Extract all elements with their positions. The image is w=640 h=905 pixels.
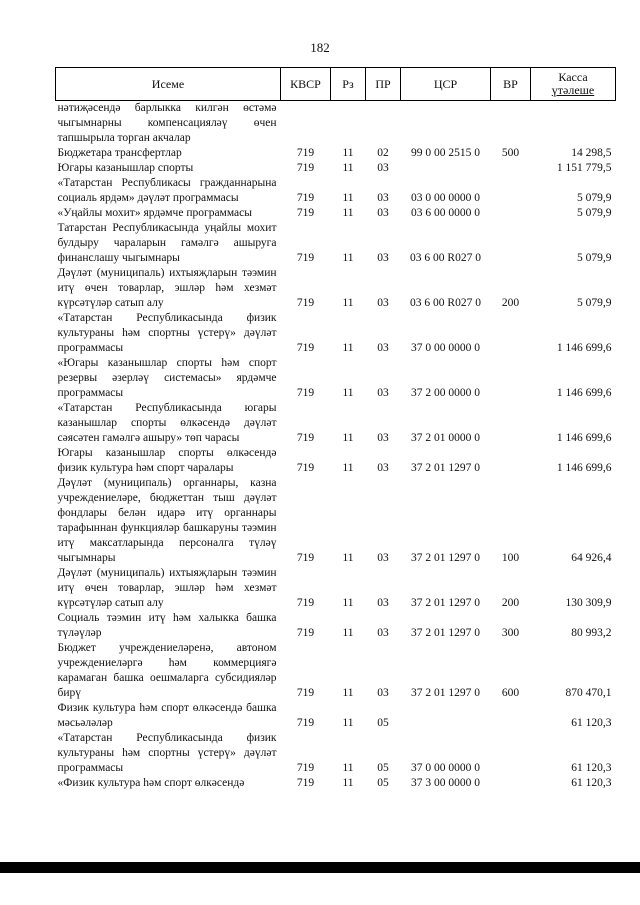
row-kvsr: 719 bbox=[296, 462, 315, 474]
row-kvsr: 719 bbox=[296, 432, 315, 444]
row-vr bbox=[491, 101, 531, 147]
row-amount: 130 309,9 bbox=[565, 597, 612, 609]
row-name: Дәүләт (муниципаль) ихтыяҗларын тәэмин итү өчен товарлар, эшләр һәм хезмәт күрсәтүләр сатып алу bbox=[57, 267, 277, 309]
row-name: Социаль тәэмин итү һәм халыкка башка түләүләр bbox=[57, 612, 277, 639]
row-pr: 03 bbox=[377, 462, 389, 474]
header-kassa-line2: үтәлеше bbox=[551, 83, 595, 97]
row-name: «Татарстан Республикасы гражданнарына социаль ярдәм» дәүләт программасы bbox=[57, 177, 277, 204]
header-name: Исеме bbox=[56, 68, 281, 101]
row-name: «Югары казанышлар спорты һәм спорт резервы әзерләү системасы» ярдәмче программасы bbox=[57, 357, 277, 399]
row-vr bbox=[491, 176, 531, 206]
row-vr: 100 bbox=[501, 552, 520, 564]
row-kvsr: 719 bbox=[296, 762, 315, 774]
row-name: Югары казанышлар спорты bbox=[57, 162, 194, 174]
row-amount: 1 146 699,6 bbox=[556, 462, 612, 474]
table-row bbox=[56, 476, 616, 566]
row-kvsr: 719 bbox=[296, 297, 315, 309]
row-amount: 5 079,9 bbox=[577, 207, 612, 219]
row-kvsr: 719 bbox=[296, 147, 315, 159]
row-csr: 37 2 01 1297 0 bbox=[411, 552, 480, 564]
row-vr: 200 bbox=[501, 597, 520, 609]
row-name: «Татарстан Республикасында физик культураны һәм спортны үстерү» дәүләт программасы bbox=[57, 732, 277, 774]
row-rz: 11 bbox=[342, 762, 354, 774]
row-amount: 64 926,4 bbox=[571, 552, 612, 564]
row-pr: 05 bbox=[377, 777, 389, 789]
row-name: Бюджет учреждениеләренә, автоном учреждениеләргә һәм коммерциягә карамаган башка оешмаларга субсидияләр бирү bbox=[57, 642, 277, 699]
row-name: Дәүләт (муниципаль) органнары, казна учреждениеләре, бюджеттан тыш дәүләт фондлары белән идарә итү органнары тарафыннан функцияләр башкаруны тәэмин итү максатларында персоналга түләү чыгымнары bbox=[57, 477, 277, 564]
table-row bbox=[56, 701, 616, 731]
row-name: Дәүләт (муниципаль) ихтыяҗларын тәэмин итү өчен товарлар, эшләр һәм хезмәт күрсәтүләр сатып алу bbox=[57, 567, 277, 609]
row-pr: 03 bbox=[377, 597, 389, 609]
row-rz: 11 bbox=[342, 387, 354, 399]
row-vr bbox=[491, 206, 531, 221]
row-csr bbox=[401, 161, 491, 176]
table-row bbox=[56, 206, 616, 221]
row-pr: 03 bbox=[377, 162, 389, 174]
header-kassa-line1: Касса bbox=[558, 70, 588, 84]
table-row bbox=[56, 311, 616, 356]
row-pr: 03 bbox=[377, 432, 389, 444]
row-amount: 5 079,9 bbox=[577, 297, 612, 309]
table-row bbox=[56, 266, 616, 311]
row-csr: 37 2 01 1297 0 bbox=[411, 597, 480, 609]
row-vr: 500 bbox=[501, 147, 520, 159]
row-kvsr: 719 bbox=[296, 162, 315, 174]
row-csr bbox=[401, 701, 491, 731]
row-csr: 37 2 00 0000 0 bbox=[411, 387, 480, 399]
row-rz: 11 bbox=[342, 597, 354, 609]
row-rz: 11 bbox=[342, 342, 354, 354]
row-pr: 03 bbox=[377, 552, 389, 564]
row-name: «Татарстан Республикасында югары казанышлар спорты өлкәсендә дәүләт сәясәтен гамәлгә ашыру» төп чарасы bbox=[57, 402, 277, 444]
budget-table bbox=[55, 67, 616, 791]
row-amount: 1 146 699,6 bbox=[556, 342, 612, 354]
row-rz: 11 bbox=[342, 627, 354, 639]
row-vr bbox=[491, 701, 531, 731]
table-row bbox=[56, 161, 616, 176]
row-pr: 03 bbox=[377, 297, 389, 309]
row-name: «Уңайлы мохит» ярдәмче программасы bbox=[57, 207, 252, 219]
row-name: Физик культура һәм спорт өлкәсендә башка мәсьәләләр bbox=[57, 702, 277, 729]
table-body bbox=[56, 101, 616, 792]
row-amount: 61 120,3 bbox=[571, 717, 612, 729]
row-csr: 03 0 00 0000 0 bbox=[411, 192, 480, 204]
row-rz: 11 bbox=[342, 162, 354, 174]
row-pr: 03 bbox=[377, 627, 389, 639]
row-kvsr: 719 bbox=[296, 717, 315, 729]
table-row bbox=[56, 221, 616, 266]
header-pr: ПР bbox=[366, 68, 401, 101]
row-kvsr: 719 bbox=[296, 597, 315, 609]
row-pr: 02 bbox=[377, 147, 389, 159]
row-rz: 11 bbox=[342, 432, 354, 444]
row-vr: 200 bbox=[501, 297, 520, 309]
row-amount: 80 993,2 bbox=[571, 627, 612, 639]
row-csr: 37 2 01 0000 0 bbox=[411, 432, 480, 444]
row-amount: 1 146 699,6 bbox=[556, 432, 612, 444]
row-kvsr: 719 bbox=[296, 687, 315, 699]
row-kvsr: 719 bbox=[296, 627, 315, 639]
row-rz: 11 bbox=[342, 687, 354, 699]
table-row bbox=[56, 641, 616, 701]
row-rz: 11 bbox=[342, 297, 354, 309]
row-csr: 03 6 00 R027 0 bbox=[410, 297, 481, 309]
table-row bbox=[56, 356, 616, 401]
row-vr bbox=[491, 161, 531, 176]
row-vr bbox=[491, 446, 531, 476]
row-pr bbox=[366, 101, 401, 147]
row-vr: 600 bbox=[501, 687, 520, 699]
header-vr: ВР bbox=[491, 68, 531, 101]
table-row bbox=[56, 731, 616, 776]
row-csr: 37 2 01 1297 0 bbox=[411, 627, 480, 639]
row-name: Татарстан Республикасында уңайлы мохит булдыру чараларын гамәлгә ашыруга финанслашу чыгымнары bbox=[57, 222, 277, 264]
row-csr bbox=[401, 101, 491, 147]
row-amount: 870 470,1 bbox=[565, 687, 612, 699]
row-csr: 03 6 00 0000 0 bbox=[411, 207, 480, 219]
row-vr bbox=[491, 356, 531, 401]
row-amount: 1 151 779,5 bbox=[556, 162, 612, 174]
row-kvsr: 719 bbox=[296, 207, 315, 219]
row-amount: 5 079,9 bbox=[577, 252, 612, 264]
row-rz: 11 bbox=[342, 252, 354, 264]
row-kvsr: 719 bbox=[296, 192, 315, 204]
header-csr: ЦСР bbox=[401, 68, 491, 101]
row-rz: 11 bbox=[342, 777, 354, 789]
row-pr: 03 bbox=[377, 192, 389, 204]
row-amount: 5 079,9 bbox=[577, 192, 612, 204]
row-kvsr: 719 bbox=[296, 552, 315, 564]
row-rz: 11 bbox=[342, 717, 354, 729]
table-row bbox=[56, 146, 616, 161]
table-row bbox=[56, 446, 616, 476]
row-name: «Физик культура һәм спорт өлкәсендә bbox=[57, 777, 245, 789]
row-csr: 03 6 00 R027 0 bbox=[410, 252, 481, 264]
row-amount: 61 120,3 bbox=[571, 777, 612, 789]
row-pr: 03 bbox=[377, 207, 389, 219]
row-name: «Татарстан Республикасында физик культураны һәм спортны үстерү» дәүләт программасы bbox=[57, 312, 277, 354]
row-pr: 03 bbox=[377, 387, 389, 399]
row-amount bbox=[531, 101, 616, 147]
row-rz: 11 bbox=[342, 147, 354, 159]
row-rz: 11 bbox=[342, 552, 354, 564]
row-vr: 300 bbox=[501, 627, 520, 639]
row-vr bbox=[491, 221, 531, 266]
row-csr: 37 0 00 0000 0 bbox=[411, 342, 480, 354]
row-amount: 61 120,3 bbox=[571, 762, 612, 774]
row-kvsr: 719 bbox=[296, 342, 315, 354]
header-rz: Рз bbox=[331, 68, 366, 101]
row-pr: 03 bbox=[377, 687, 389, 699]
row-vr bbox=[491, 731, 531, 776]
row-csr: 37 0 00 0000 0 bbox=[411, 762, 480, 774]
table-row bbox=[56, 566, 616, 611]
row-pr: 03 bbox=[377, 252, 389, 264]
row-rz: 11 bbox=[342, 192, 354, 204]
row-vr bbox=[491, 776, 531, 791]
row-amount: 14 298,5 bbox=[571, 147, 612, 159]
table-header bbox=[56, 68, 616, 101]
row-amount: 1 146 699,6 bbox=[556, 387, 612, 399]
row-name: Югары казанышлар спорты өлкәсендә физик культура һәм спорт чаралары bbox=[57, 447, 277, 474]
row-kvsr bbox=[281, 101, 331, 147]
row-kvsr: 719 bbox=[296, 252, 315, 264]
row-pr: 03 bbox=[377, 342, 389, 354]
row-name: Бюджетара трансфертлар bbox=[57, 147, 182, 159]
row-kvsr: 719 bbox=[296, 777, 315, 789]
row-vr bbox=[491, 311, 531, 356]
row-kvsr: 719 bbox=[296, 387, 315, 399]
scan-edge-bar bbox=[0, 862, 640, 873]
table-row bbox=[56, 176, 616, 206]
table-header-row bbox=[56, 68, 616, 101]
row-csr: 99 0 00 2515 0 bbox=[411, 147, 480, 159]
row-csr: 37 2 01 1297 0 bbox=[411, 462, 480, 474]
table-row bbox=[56, 401, 616, 446]
row-rz: 11 bbox=[342, 207, 354, 219]
row-name: нәтиҗәсендә барлыкка килгән өстәмә чыгымнарны компенсацияләү өчен тапшырыла торган акчалар bbox=[57, 102, 277, 144]
table-row bbox=[56, 776, 616, 791]
header-kassa bbox=[531, 68, 616, 101]
row-csr: 37 2 01 1297 0 bbox=[411, 687, 480, 699]
row-pr: 05 bbox=[377, 762, 389, 774]
table-row bbox=[56, 611, 616, 641]
row-rz: 11 bbox=[342, 462, 354, 474]
row-pr: 05 bbox=[377, 717, 389, 729]
table-row bbox=[56, 101, 616, 147]
page-number: 182 bbox=[310, 40, 330, 55]
header-kvsr: КВСР bbox=[281, 68, 331, 101]
row-rz bbox=[331, 101, 366, 147]
row-vr bbox=[491, 401, 531, 446]
row-csr: 37 3 00 0000 0 bbox=[411, 777, 480, 789]
